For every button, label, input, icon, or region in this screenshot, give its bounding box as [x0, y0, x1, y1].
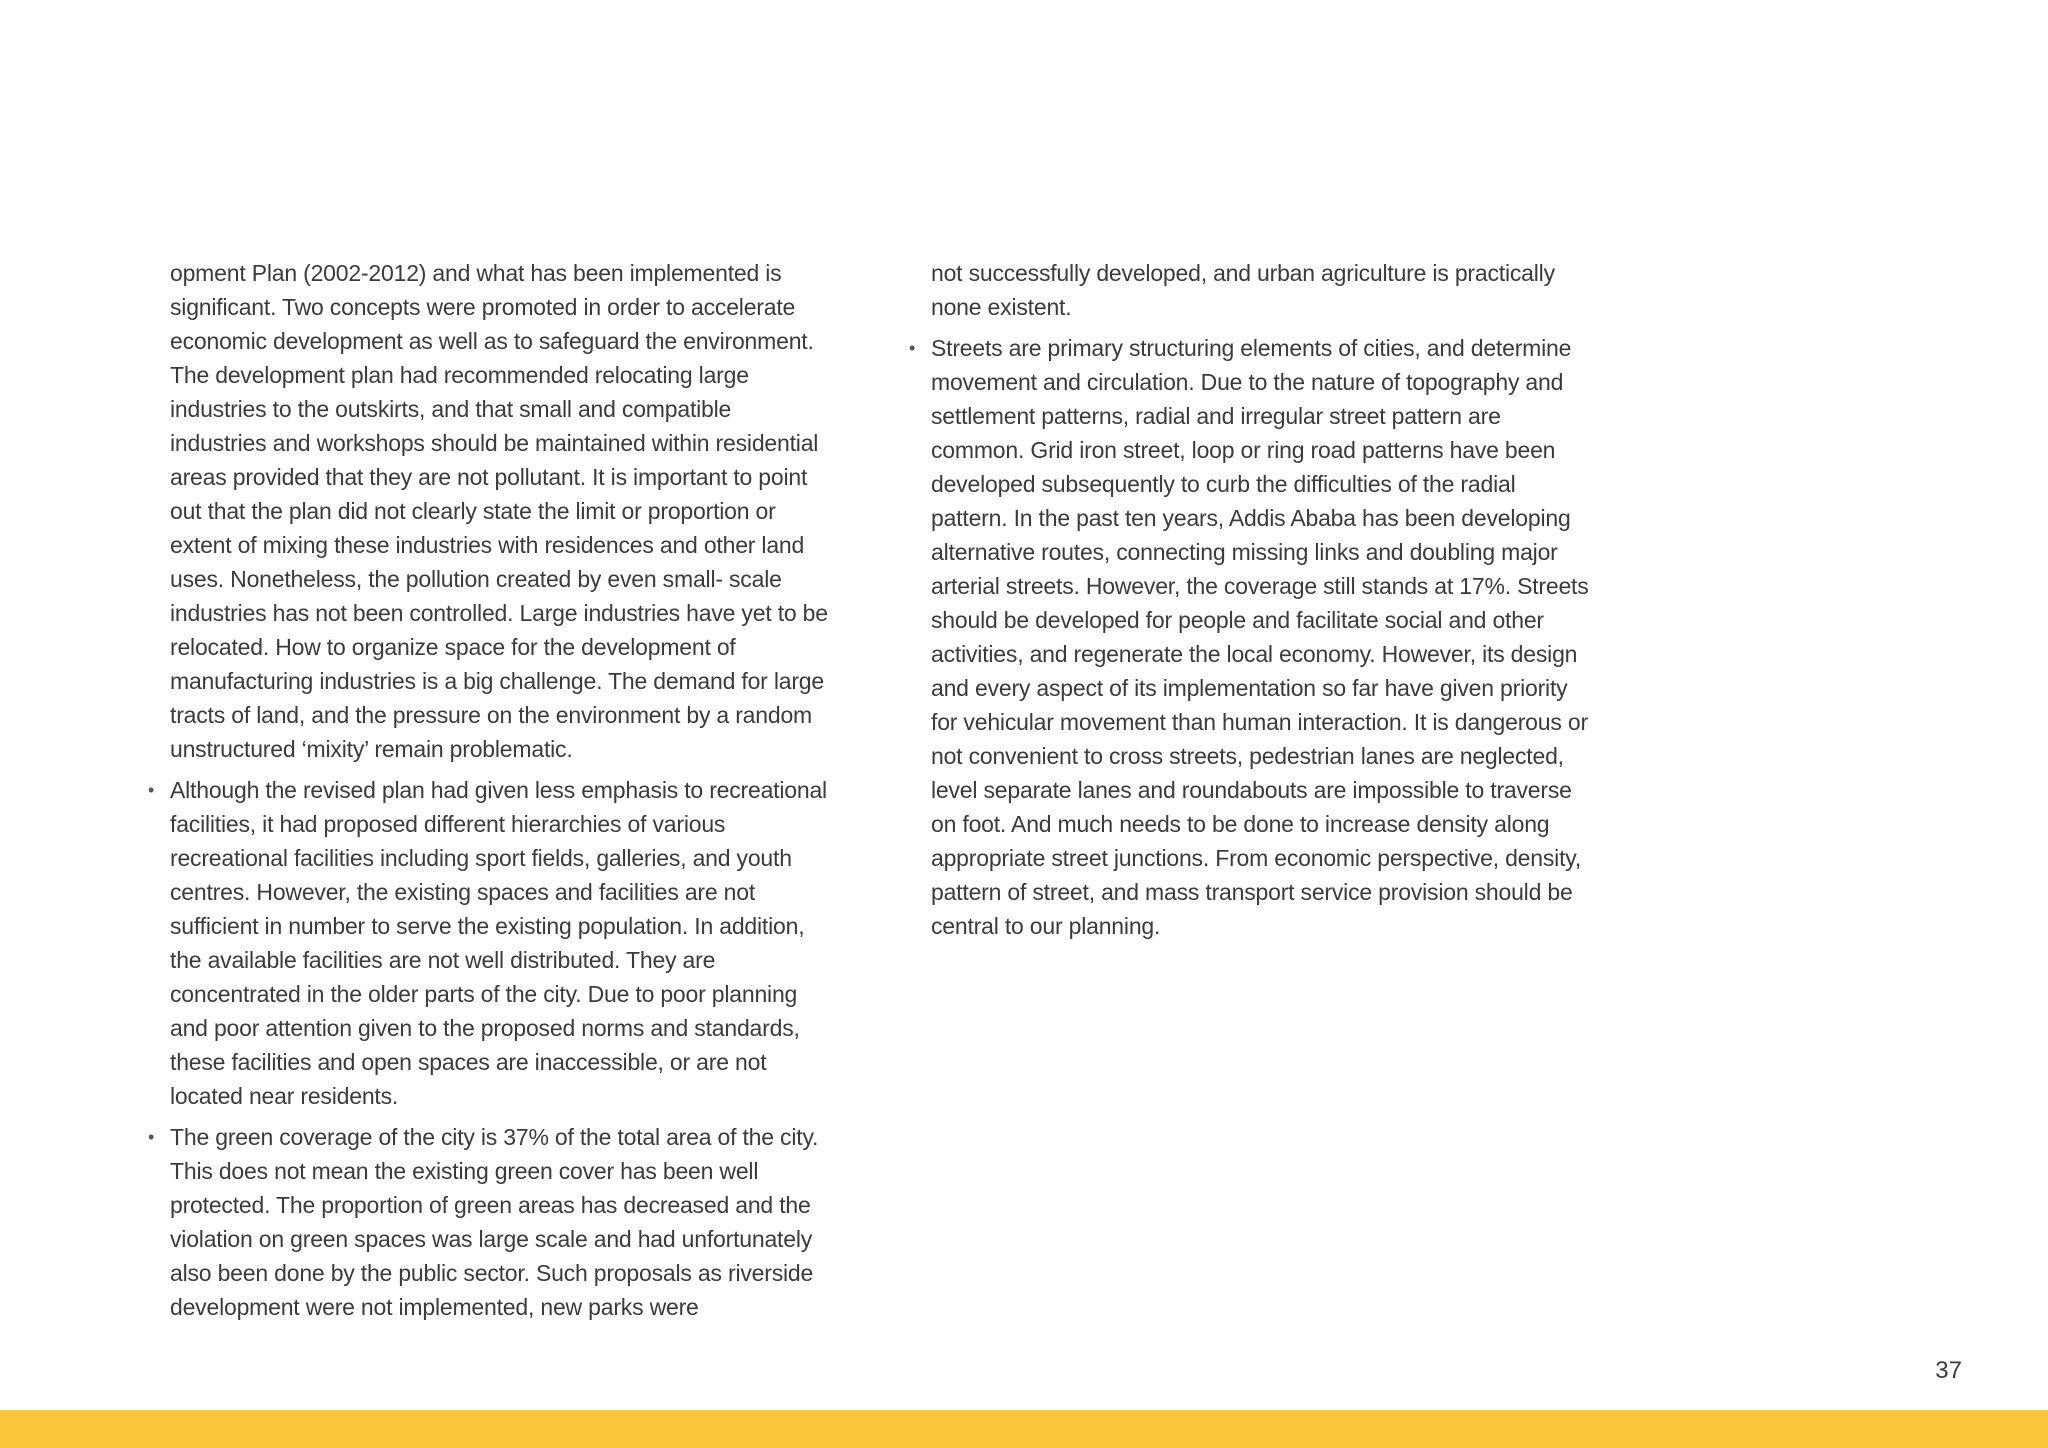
bullet-icon: • [909, 338, 916, 358]
bullet-item-recreational-facilities [148, 773, 830, 1113]
bullet-icon: • [148, 780, 155, 800]
footer-color-bar [0, 1410, 2048, 1448]
bullet-item-streets [909, 331, 1591, 943]
bullet-text: The green coverage of the city is 37% of the total area of the city. This does not mean the existing green cover has been well protected. The proportion of green areas has decreased and the violation on green spaces was large scale and had unfortunately also been done by the public sector. Such proposals as riverside development were not implemented, new parks were [170, 1124, 819, 1320]
bullet-item-green-coverage [148, 1120, 830, 1324]
left-text-column [148, 256, 830, 1324]
page-number: 37 [1935, 1357, 1962, 1384]
continuation-paragraph: not successfully developed, and urban agriculture is practically none existent. [931, 260, 1555, 320]
bullet-text: Although the revised plan had given less emphasis to recreational facilities, it had proposed different hierarchies of various recreational facilities including sport fields, galleries, and youth centres. However, the existing spaces and facilities are not sufficient in number to serve the existing population. In addition, the available facilities are not well distributed. They are concentrated in the older parts of the city. Due to poor planning and poor attention given to the proposed norms and standards, these facilities and open spaces are inaccessible, or are not located near residents. [170, 777, 827, 1109]
right-text-column [909, 256, 1591, 943]
intro-paragraph: opment Plan (2002-2012) and what has been implemented is significant. Two concepts were promoted in order to accelerate economic development as well as to safeguard the environment. The development plan had recommended relocating large industries to the outskirts, and that small and compatible industries and workshops should be maintained within residential areas provided that they are not pollutant. It is important to point out that the plan did not clearly state the limit or proportion or extent of mixing these industries with residences and other land uses. Nonetheless, the pollution created by even small- scale industries has not been controlled. Large industries have yet to be relocated. How to organize space for the development of manufacturing industries is a big challenge. The demand for large tracts of land, and the pressure on the environment by a random unstructured ‘mixity’ remain problematic. [170, 260, 828, 762]
bullet-icon: • [148, 1127, 155, 1147]
bullet-text: Streets are primary structuring elements of cities, and determine movement and circulation. Due to the nature of topography and settlement patterns, radial and irregular street pattern are common. Grid iron street, loop or ring road patterns have been developed subsequently to curb the difficulties of the radial pattern. In the past ten years, Addis Ababa has been developing alternative routes, connecting missing links and doubling major arterial streets. However, the coverage still stands at 17%. Streets should be developed for people and facilitate social and other activities, and regenerate the local economy. However, its design and every aspect of its implementation so far have given priority for vehicular movement than human interaction. It is dangerous or not convenient to cross streets, pedestrian lanes are neglected, level separate lanes and roundabouts are impossible to traverse on foot. And much needs to be done to increase density along appropriate street junctions. From economic perspective, density, pattern of street, and mass transport service provision should be central to our planning. [931, 335, 1589, 939]
